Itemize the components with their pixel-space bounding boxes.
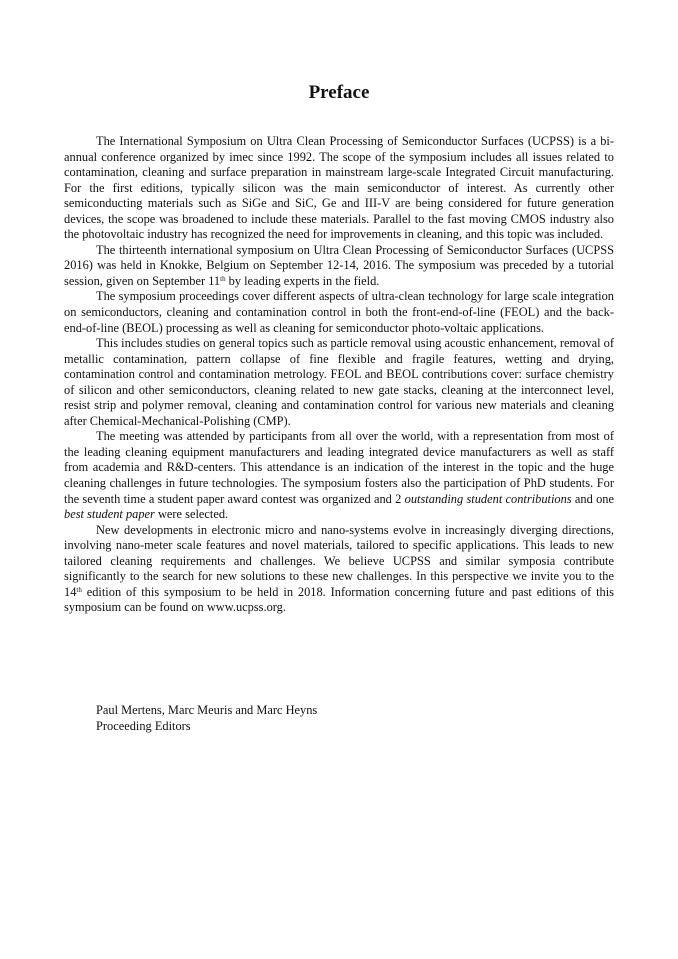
paragraph-future-developments bbox=[64, 523, 614, 616]
paragraph-topics: This includes studies on general topics such as particle removal using acoustic enhancement, removal of metallic contamination, pattern collapse of fine flexible and fragile features, wetting and drying, contamination control and contamination metrology. FEOL and BEOL contributions cover: surface chemistry of silicon and other semiconductors, cleaning related to new gate stacks, cleaning at the interconnect level, resist strip and polymer removal, cleaning and contamination control for various new materials and cleaning after Chemical-Mechanical-Polishing (CMP). bbox=[64, 336, 614, 428]
paragraph-symposium-2016 bbox=[64, 243, 614, 290]
paragraph-text: by leading experts in the field. bbox=[225, 273, 380, 288]
paragraph-proceedings-scope: The symposium proceedings cover different aspects of ultra-clean technology for large scale integration on semiconductors, cleaning and contamination control in both the front-end-of-line (FEOL) and the back-end-of-line (BEOL) processing as well as cleaning for semiconductor photo-voltaic applications. bbox=[64, 289, 614, 335]
paragraph-intro: The International Symposium on Ultra Clean Processing of Semiconductor Surfaces (UCPSS) is a bi-annual conference organized by imec since 1992. The scope of the symposium includes all issues related to contamination, cleaning and surface preparation in mainstream large-scale Integrated Circuit manufacturing. For the first editions, typically silicon was the main semiconductor of interest. As currently other semiconducting materials such as SiGe and SiC, Ge and III-V are being considered for future generation devices, the scope was broadened to include these materials. Parallel to the fast moving CMOS industry also the photovoltaic industry has recognized the need for improvements in cleaning, and this topic was included. bbox=[64, 134, 614, 242]
paragraph-text: and one bbox=[571, 491, 615, 506]
emphasis-outstanding-contributions: outstanding student contributions bbox=[404, 491, 572, 506]
paragraph-text: edition of this symposium to be held in 2018. Information concerning future and past editions of this symposium can be found on www.ucpss.org. bbox=[64, 584, 614, 615]
paragraph-text: were selected. bbox=[154, 507, 229, 522]
ordinal-suffix: th bbox=[220, 274, 226, 283]
paragraph-participation bbox=[64, 429, 614, 522]
editor-names: Paul Mertens, Marc Meuris and Marc Heyns bbox=[96, 703, 318, 717]
preface-body bbox=[64, 134, 614, 616]
page-title: Preface bbox=[308, 82, 370, 103]
editor-role: Proceeding Editors bbox=[96, 719, 191, 733]
ordinal-suffix: th bbox=[76, 585, 82, 594]
emphasis-best-student-paper: best student paper bbox=[64, 507, 155, 522]
paragraph-text: New developments in electronic micro and nano-systems evolve in increasingly diverging directions, involving nano-meter scale features and novel materials, tailored to specific applications. This leads to new tailored cleaning requirements and challenges. We believe UCPSS and similar symposia contribute significantly to the search for new solutions to these new challenges. In this perspective we invite you to the 14 bbox=[64, 522, 614, 599]
paragraph-text: The thirteenth international symposium on Ultra Clean Processing of Semiconductor Surfaces (UCPSS 2016) was held in Knokke, Belgium on September 12-14, 2016. The symposium was preceded by a tutorial session, given on September 11 bbox=[64, 242, 614, 288]
signature-block bbox=[96, 702, 496, 734]
paragraph-text: The meeting was attended by participants from all over the world, with a representation from most of the leading cleaning equipment manufacturers and leading integrated device manufacturers as well as staff from academia and R&D-centers. This attendance is an indication of the interest in the topic and the huge cleaning challenges in future technologies. The symposium fosters also the participation of PhD students. For the seventh time a student paper award contest was organized and 2 bbox=[64, 429, 614, 506]
